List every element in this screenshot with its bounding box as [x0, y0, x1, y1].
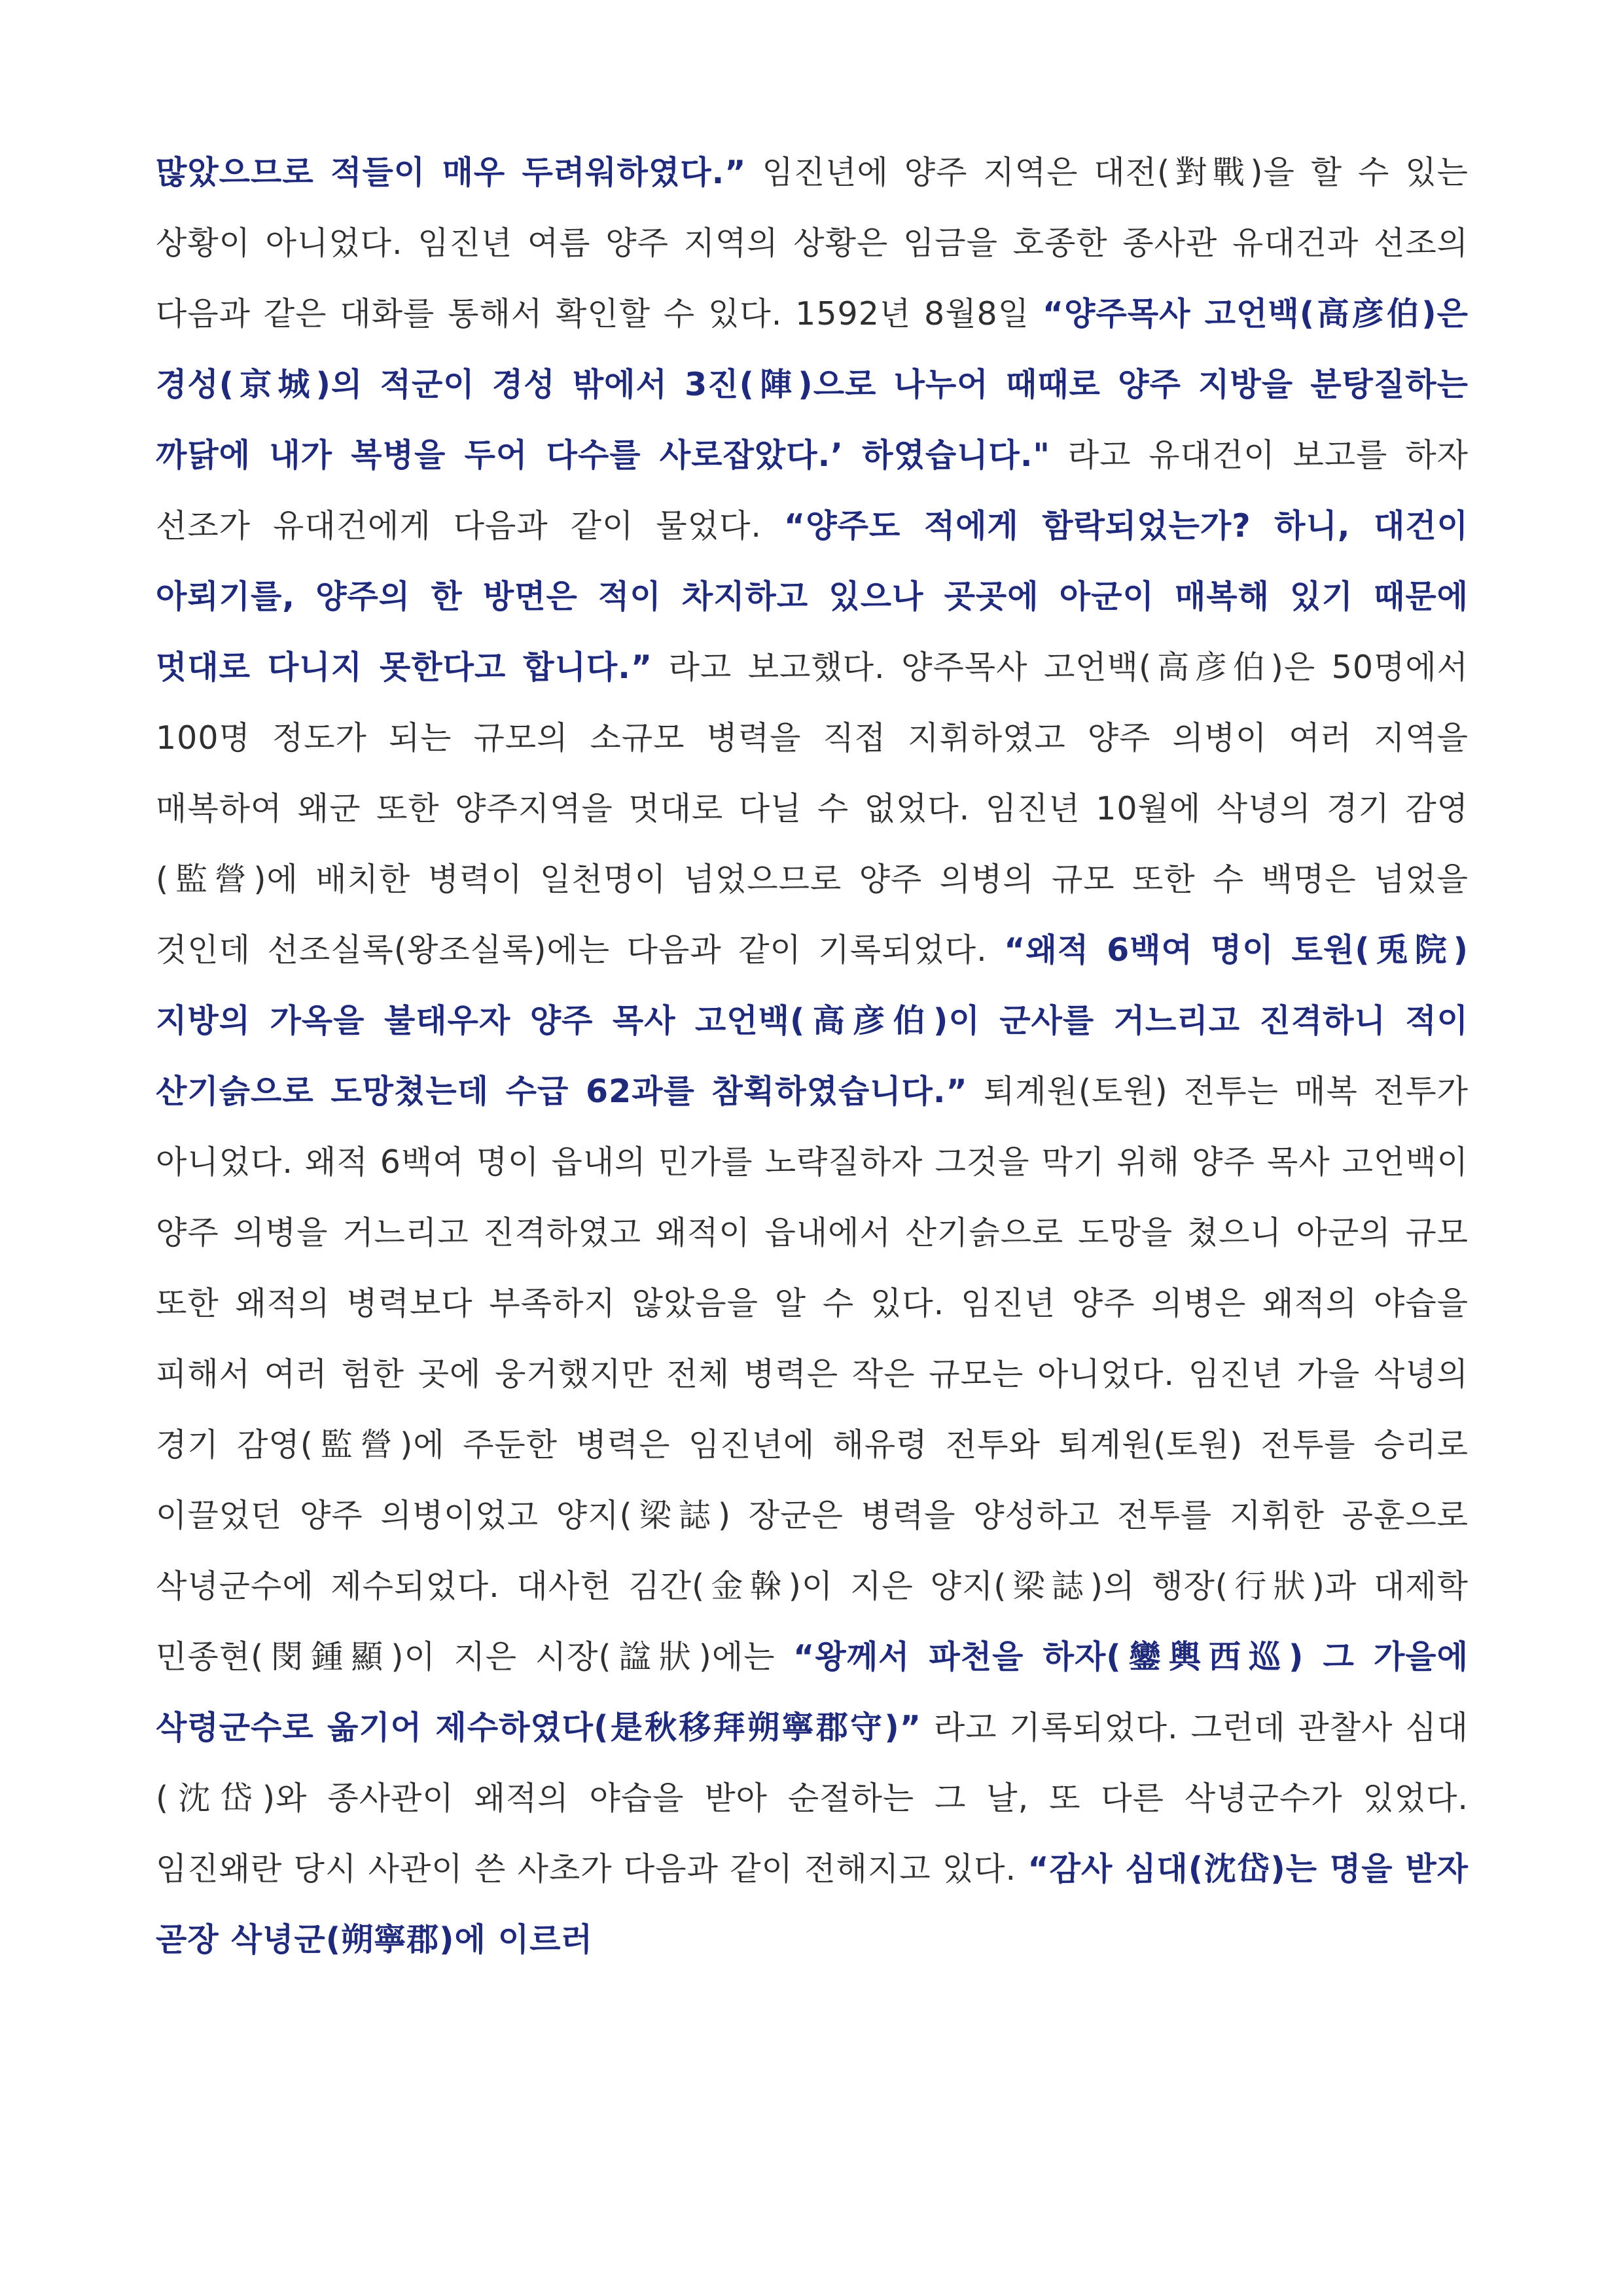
quoted-text: “감사 심대(沈岱)는 명을 받자 곧장 삭녕군(朔寧郡)에 이르러 [156, 1850, 1469, 1958]
quoted-text: 많았으므로 적들이 매우 두려워하였다.” [156, 154, 747, 191]
narrative-text: 라고 유대건이 보고를 하자 선조가 유대건에게 다음과 같이 물었다. [156, 437, 1469, 545]
narrative-text: 라고 보고했다. 양주목사 고언백(高彦伯)은 50명에서 100명 정도가 되는 규모의 소규모 병력을 직접 지휘하였고 양주 의병이 여러 지역을 매복하여 왜군 또한 양주지역을 멋대로 다닐 수 없었다. 임진년 10월에 삭녕의 경기 감영(監營)에 배치한 병력이 일천명이 넘었으므로 양주 의병의 규모 또한 수 백명은 넘었을 것인데 선조실록(왕조실록)에는 다음과 같이 기록되었다. [156, 649, 1469, 969]
quoted-text: “왕께서 파천을 하자(鑾輿西巡) 그 가을에 삭령군수로 옮기어 제수하였다(是秋移拜朔寧郡守)” [156, 1638, 1469, 1746]
quoted-text: “양주목사 고언백(高彦伯)은 경성(京城)의 적군이 경성 밖에서 3진(陣)으로 나누어 때때로 양주 지방을 분탕질하는 까닭에 내가 복병을 두어 다수를 사로잡았다.’ 하였습니다." [156, 295, 1469, 474]
narrative-text: 임진년에 양주 지역은 대전(對戰)을 할 수 있는 상황이 아니었다. 임진년 여름 양주 지역의 상황은 임금을 호종한 종사관 유대건과 선조의 다음과 같은 대화를 통해서 확인할 수 있다. 1592년 8월8일 [156, 154, 1469, 332]
quoted-text: “양주도 적에게 함락되었는가? 하니, 대건이 아뢰기를, 양주의 한 방면은 적이 차지하고 있으나 곳곳에 아군이 매복해 있기 때문에 멋대로 다니지 못한다고 합니다.” [156, 507, 1469, 686]
quoted-text: “왜적 6백여 명이 토원(兎院) 지방의 가옥을 불태우자 양주 목사 고언백(高彦伯)이 군사를 거느리고 진격하니 적이 산기슭으로 도망쳤는데 수급 62과를 참획하였습니다.” [156, 931, 1469, 1110]
narrative-text: 퇴계원(토원) 전투는 매복 전투가 아니었다. 왜적 6백여 명이 읍내의 민가를 노략질하자 그것을 막기 위해 양주 목사 고언백이 양주 의병을 거느리고 진격하였고 왜적이 읍내에서 산기슭으로 도망을 쳤으니 아군의 규모 또한 왜적의 병력보다 부족하지 않았음을 알 수 있다. 임진년 양주 의병은 왜적의 야습을 피해서 여러 험한 곳에 웅거했지만 전체 병력은 작은 규모는 아니었다. 임진년 가을 삭녕의 경기 감영(監營)에 주둔한 병력은 임진년에 해유령 전투와 퇴계원(토원) 전투를 승리로 이끌었던 양주 의병이었고 양지(梁誌) 장군은 병력을 양성하고 전투를 지휘한 공훈으로 삭녕군수에 제수되었다. 대사헌 김간(金榦)이 지은 양지(梁誌)의 행장(行狀)과 대제학 민종현(閔鍾顯)이 지은 시장(諡狀)에는 [156, 1073, 1469, 1676]
body-paragraph [156, 137, 1469, 1975]
narrative-text: 라고 기록되었다. 그런데 관찰사 심대(沈岱)와 종사관이 왜적의 야습을 받아 순절하는 그 날, 또 다른 삭녕군수가 있었다. 임진왜란 당시 사관이 쓴 사초가 다음과 같이 전해지고 있다. [156, 1709, 1469, 1888]
